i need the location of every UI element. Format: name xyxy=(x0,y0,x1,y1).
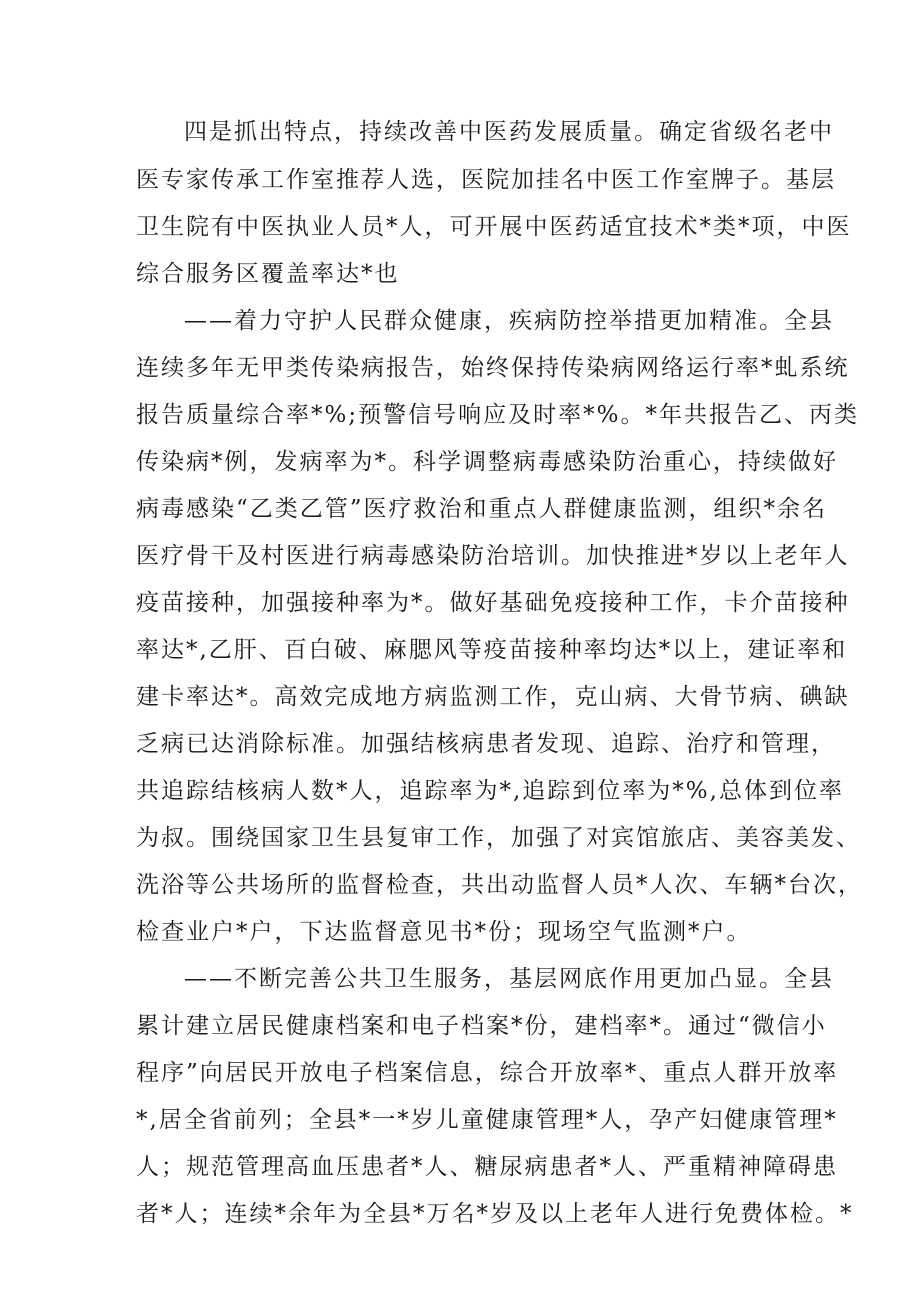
paragraph-2-line-13: 洗浴等公共场所的监督检查，共出动监督人员*人次、车辆*台次， xyxy=(136,872,863,898)
paragraph-2-line-9: 建卡率达*。高效完成地方病监测工作，克山病、大骨节病、碘缺 xyxy=(136,684,850,710)
paragraph-2-line-7: 疫苗接种，加强接种率为*。做好基础免疫接种工作，卡介苗接种 xyxy=(136,590,850,616)
paragraph-3-line-2: 累计建立居民健康档案和电子档案*份，建档率*。通过“微信小 xyxy=(136,1013,827,1039)
paragraph-1-line-3: 卫生院有中医执业人员*人，可开展中医药适宜技术*类*项，中医 xyxy=(136,214,852,240)
paragraph-2-line-12: 为叔。围绕国家卫生县复审工作，加强了对宾馆旅店、美容美发、 xyxy=(136,825,861,851)
paragraph-1-line-4: 综合服务区覆盖率达*也 xyxy=(136,261,400,287)
paragraph-1-line-2: 医专家传承工作室推荐人选，医院加挂名中医工作室牌子。基层 xyxy=(136,167,836,193)
paragraph-2-line-8: 率达*,乙肝、百白破、麻腮风等疫苗接种率均达*以上，建证率和 xyxy=(136,637,848,663)
paragraph-2-line-10: 乏病已达消除标准。加强结核病患者发现、追踪、治疗和管理， xyxy=(136,731,836,757)
paragraph-2-line-11: 共追踪结核病人数*人，追踪率为*,追踪到位率为*%,总体到位率 xyxy=(136,778,844,804)
paragraph-1-line-1: 四是抓出特点，持续改善中医药发展质量。确定省级名老中 xyxy=(184,119,834,145)
paragraph-2-line-6: 医疗骨干及村医进行病毒感染防治培训。加快推进*岁以上老年人 xyxy=(136,543,850,569)
paragraph-3-line-3: 程序”向居民开放电子档案信息，综合开放率*、重点人群开放率 xyxy=(136,1060,839,1086)
paragraph-2-line-1: ——着力守护人民群众健康，疾病防控举措更加精准。全县 xyxy=(184,308,834,334)
paragraph-3-line-4: *,居全省前列；全县*一*岁儿童健康管理*人，孕产妇健康管理* xyxy=(136,1107,838,1133)
paragraph-2-line-14: 检查业户*户，下达监督意见书*份；现场空气监测*户。 xyxy=(136,919,752,945)
paragraph-3-line-6: 者*人；连续*余年为全县*万名*岁及以上老年人进行免费体检。* xyxy=(136,1201,854,1227)
paragraph-3-line-5: 人；规范管理高血压患者*人、糖尿病患者*人、严重精神障碍患 xyxy=(136,1154,838,1180)
paragraph-2-line-5: 病毒感染“乙类乙管”医疗救治和重点人群健康监测，组织*余名 xyxy=(136,496,828,522)
paragraph-2-line-2: 连续多年无甲类传染病报告，始终保持传染病网络运行率*虬系统 xyxy=(136,355,850,381)
paragraph-2-line-3: 报告质量综合率*%;预警信号响应及时率*%。*年共报告乙、丙类 xyxy=(136,402,859,428)
paragraph-2-line-4: 传染病*例，发病率为*。科学调整病毒感染防治重心，持续做好 xyxy=(136,449,838,475)
paragraph-3-line-1: ——不断完善公共卫生服务，基层网底作用更加凸显。全县 xyxy=(184,966,834,992)
